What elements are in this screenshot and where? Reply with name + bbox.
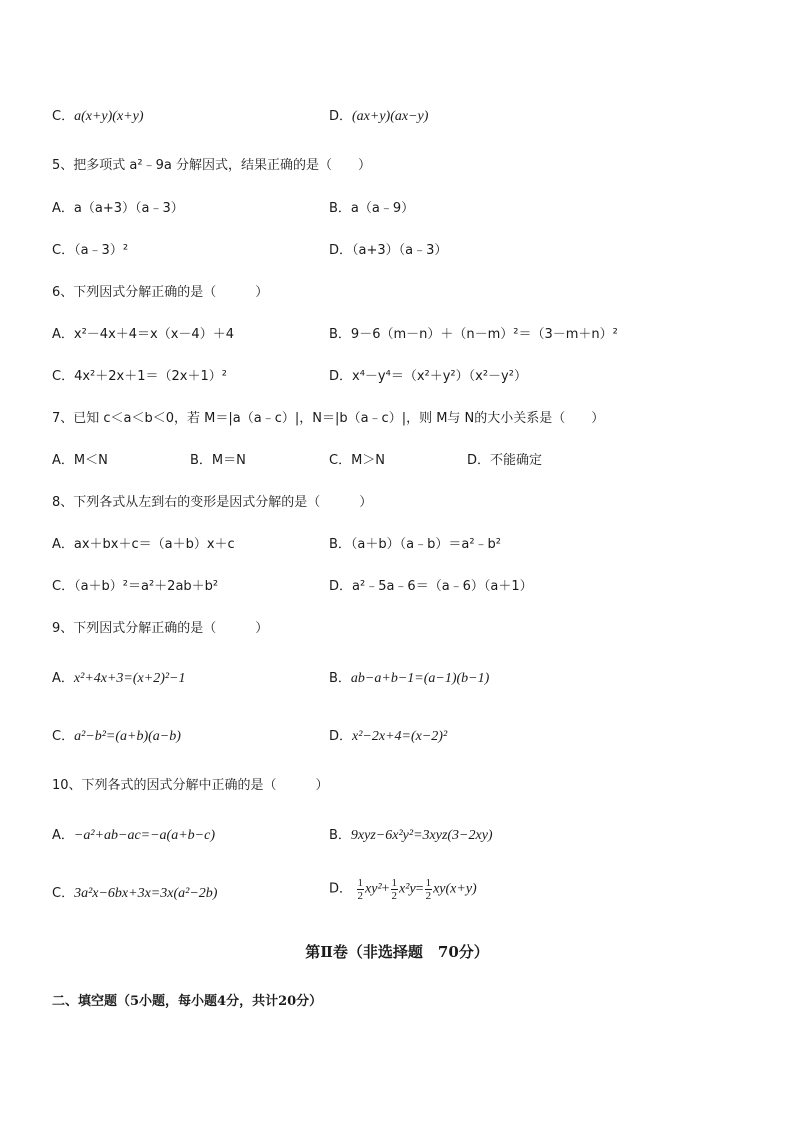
question-line-q10a bbox=[52, 827, 215, 845]
question-text: 8、下列各式从左到右的变形是因式分解的是（ ） bbox=[52, 495, 373, 510]
question-line-q9c bbox=[52, 728, 181, 746]
question-text: D．a²﹣5a﹣6＝（a﹣6）（a＋1） bbox=[329, 579, 533, 594]
question-line-q6 bbox=[52, 284, 268, 302]
formula: 9xyz−6x²y²=3xyz(3−2xy) bbox=[350, 828, 493, 843]
question-text: B．（a＋b）（a﹣b）＝a²﹣b² bbox=[329, 537, 501, 552]
question-text: D．x⁴－y⁴＝（x²＋y²）（x²－y²） bbox=[329, 369, 527, 384]
question-line-q8d bbox=[329, 578, 533, 596]
fill-blank-section-title: 二、填空题（5小题，每小题4分，共计20分） bbox=[52, 994, 323, 1009]
question-text: 7、已知 c＜a＜b＜0，若 M＝|a（a﹣c）|，N＝|b（a﹣c）|，则 M与 N的大小关系是（ ） bbox=[52, 411, 605, 426]
formula: (ax+y)(ax−y) bbox=[352, 109, 429, 124]
question-text: D． bbox=[329, 109, 353, 124]
question-line-q7b bbox=[190, 452, 246, 470]
question-line-q10c bbox=[52, 885, 217, 903]
question-line-q4c bbox=[52, 108, 143, 126]
question-text: A． bbox=[52, 828, 74, 843]
formula: x²−2x+4=(x−2)² bbox=[352, 729, 448, 744]
fraction: $\frac{1}{2}$ bbox=[391, 877, 398, 902]
question-text: D．不能确定 bbox=[467, 453, 543, 468]
question-line-q9a bbox=[52, 670, 186, 688]
question-line-q8 bbox=[52, 494, 372, 512]
formula: 3a²x−6bx+3x=3x(a²−2b) bbox=[74, 886, 218, 901]
question-text: C．4x²＋2x＋1＝（2x＋1）² bbox=[52, 369, 227, 384]
question-text: B． bbox=[329, 671, 351, 686]
question-text: B． bbox=[329, 828, 351, 843]
formula: a²−b²=(a+b)(a−b) bbox=[74, 729, 181, 744]
formula: x²+4x+3=(x+2)²−1 bbox=[73, 671, 186, 686]
option-label: D． bbox=[329, 881, 353, 897]
question-text: A． bbox=[52, 671, 74, 686]
question-text: 6、下列因式分解正确的是（ ） bbox=[52, 285, 269, 300]
question-line-q5c bbox=[52, 242, 128, 260]
question-text: 5、把多项式 a²﹣9a 分解因式，结果正确的是（ ） bbox=[52, 158, 371, 173]
question-line-q4d bbox=[329, 108, 428, 126]
formula: ab−a+b−1=(a−1)(b−1) bbox=[350, 671, 490, 686]
question-text: C． bbox=[52, 886, 75, 901]
option-q10d: D． $\frac{1}{2}$ xy²+ $\frac{1}{2}$ x²y= $\frac{1}{2}$ xy(x+y) bbox=[329, 877, 477, 902]
question-text: C．M＞N bbox=[329, 453, 386, 468]
question-line-q10b bbox=[329, 827, 493, 845]
question-line-q7 bbox=[52, 410, 604, 428]
question-text: C． bbox=[52, 109, 75, 124]
question-line-q6b bbox=[329, 326, 618, 344]
question-text: A．M＜N bbox=[52, 453, 108, 468]
question-line-q8b bbox=[329, 536, 501, 554]
fraction: $\frac{1}{2}$ bbox=[425, 877, 432, 902]
question-line-q5d bbox=[329, 242, 447, 260]
question-text: B．a（a﹣9） bbox=[329, 201, 415, 216]
question-text: 10、下列各式的因式分解中正确的是（ ） bbox=[52, 778, 329, 793]
question-line-q6a bbox=[52, 326, 234, 344]
question-line-q8a bbox=[52, 536, 235, 554]
question-line-q7a bbox=[52, 452, 108, 470]
formula: −a²+ab−ac=−a(a+b−c) bbox=[73, 828, 215, 843]
formula: a(x+y)(x+y) bbox=[74, 109, 144, 124]
question-text: D．（a+3）（a﹣3） bbox=[329, 243, 448, 258]
question-text: D． bbox=[329, 729, 353, 744]
question-text: C．（a＋b）²＝a²＋2ab＋b² bbox=[52, 579, 219, 594]
question-line-q9b bbox=[329, 670, 489, 688]
question-text: 9、下列因式分解正确的是（ ） bbox=[52, 621, 269, 636]
fraction: $\frac{1}{2}$ bbox=[357, 877, 364, 902]
question-text: C．（a﹣3）² bbox=[52, 243, 129, 258]
question-line-q7d bbox=[467, 452, 542, 470]
question-text: A．x²－4x＋4＝x（x－4）＋4 bbox=[52, 327, 234, 342]
question-text: B．M＝N bbox=[190, 453, 246, 468]
question-line-q5a bbox=[52, 200, 184, 218]
question-text: C． bbox=[52, 729, 75, 744]
question-line-q9d bbox=[329, 728, 447, 746]
question-line-q6c bbox=[52, 368, 227, 386]
question-line-q9 bbox=[52, 620, 268, 638]
question-line-q5b bbox=[329, 200, 414, 218]
question-text: B．9－6（m－n）＋（n－m）²＝（3－m＋n）² bbox=[329, 327, 618, 342]
part-two-heading: 第Ⅱ卷（非选择题 70分） bbox=[305, 943, 489, 961]
question-line-q8c bbox=[52, 578, 218, 596]
question-text: A．ax＋bx＋c＝（a＋b）x＋c bbox=[52, 537, 235, 552]
question-line-q7c bbox=[329, 452, 385, 470]
question-text: A．a（a+3）（a﹣3） bbox=[52, 201, 184, 216]
question-line-q5 bbox=[52, 157, 371, 175]
question-line-q6d bbox=[329, 368, 527, 386]
question-line-q10 bbox=[52, 777, 329, 795]
